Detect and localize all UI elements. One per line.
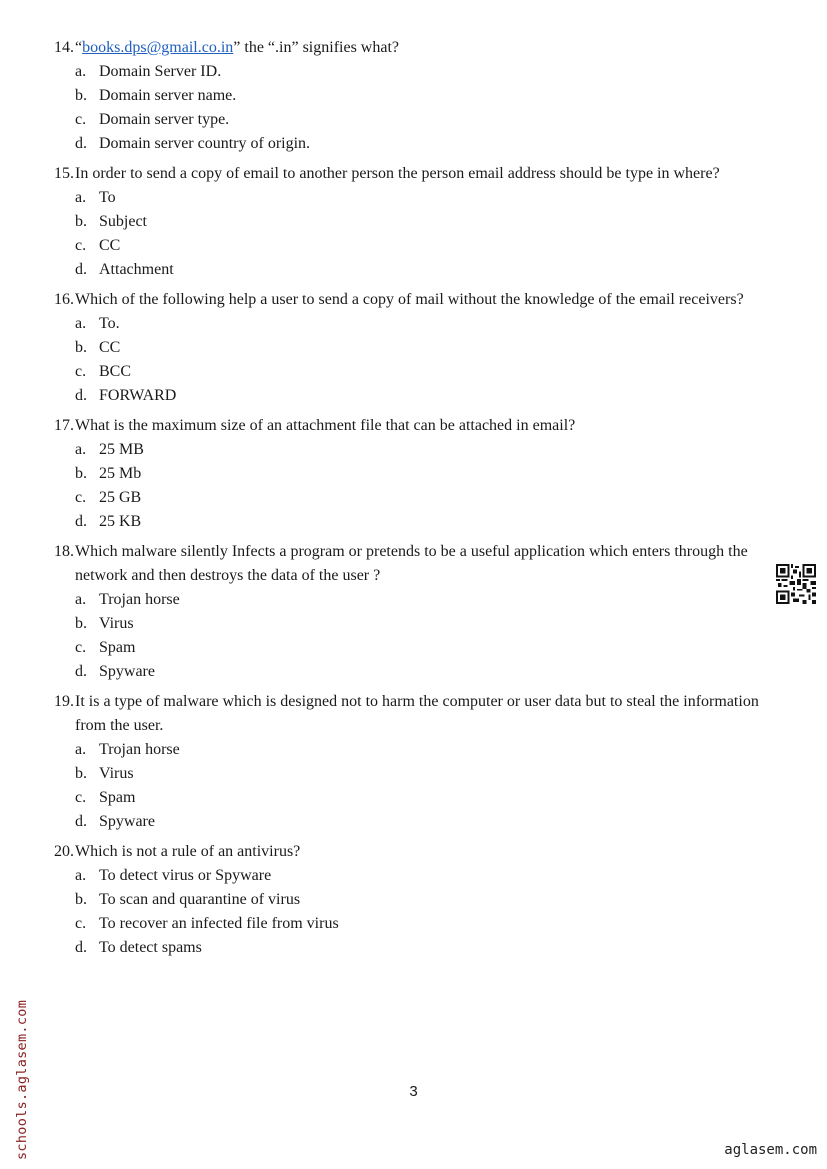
question-text: Which of the following help a user to send a copy of mail without the knowledge of the email receivers? (75, 291, 744, 308)
option-b (75, 336, 778, 360)
option-letter: d. (75, 261, 87, 278)
option-text: To. (99, 315, 120, 332)
option-d (75, 510, 778, 534)
option-text: Virus (99, 765, 134, 782)
option-a (75, 738, 778, 762)
option-text: Trojan horse (99, 591, 180, 608)
options-list (75, 588, 778, 684)
option-a (75, 60, 778, 84)
question-text-tail: ” the “.in” signifies what? (233, 39, 399, 56)
option-letter: d. (75, 813, 87, 830)
option-b (75, 612, 778, 636)
option-text: Domain server name. (99, 87, 237, 104)
question-number: 15. (54, 165, 74, 182)
question-number: 18. (54, 543, 74, 560)
question-text: Which malware silently Infects a program or pretends to be a useful application which enters through the network and then destroys the data of the user ? (75, 543, 748, 584)
option-letter: c. (75, 639, 87, 656)
option-text: To detect spams (99, 939, 202, 956)
option-letter: c. (75, 489, 87, 506)
page-number: 3 (409, 1083, 418, 1100)
option-letter: a. (75, 741, 87, 758)
open-quote: “ (75, 39, 83, 56)
options-list (75, 186, 778, 282)
option-letter: a. (75, 591, 87, 608)
options-list (75, 312, 778, 408)
option-a (75, 864, 778, 888)
option-text: To scan and quarantine of virus (99, 891, 301, 908)
option-d (75, 384, 778, 408)
option-c (75, 786, 778, 810)
option-c (75, 636, 778, 660)
option-c (75, 108, 778, 132)
option-a (75, 588, 778, 612)
option-b (75, 84, 778, 108)
option-letter: b. (75, 891, 87, 908)
option-b (75, 888, 778, 912)
option-letter: c. (75, 363, 87, 380)
option-a (75, 438, 778, 462)
option-b (75, 462, 778, 486)
option-letter: a. (75, 315, 87, 332)
question-19 (48, 690, 778, 834)
options-list (75, 438, 778, 534)
option-letter: d. (75, 387, 87, 404)
option-text: 25 KB (99, 513, 142, 530)
option-c (75, 234, 778, 258)
qr-code-icon (776, 564, 816, 604)
question-text: In order to send a copy of email to another person the person email address should be type in where? (75, 165, 720, 182)
option-letter: a. (75, 189, 87, 206)
question-number: 17. (54, 417, 74, 434)
option-a (75, 312, 778, 336)
question-text: Which is not a rule of an antivirus? (75, 843, 301, 860)
option-letter: b. (75, 615, 87, 632)
option-text: 25 MB (99, 441, 144, 458)
option-text: To detect virus or Spyware (99, 867, 272, 884)
option-letter: d. (75, 663, 87, 680)
option-letter: a. (75, 867, 87, 884)
option-text: Attachment (99, 261, 174, 278)
option-text: Virus (99, 615, 134, 632)
option-d (75, 660, 778, 684)
option-letter: c. (75, 111, 87, 128)
question-number: 14. (54, 39, 74, 56)
option-text: To (99, 189, 116, 206)
option-letter: b. (75, 465, 87, 482)
question-number: 20. (54, 843, 74, 860)
corner-watermark: aglasem.com (724, 1142, 817, 1158)
option-d (75, 936, 778, 960)
option-letter: c. (75, 237, 87, 254)
option-d (75, 258, 778, 282)
option-text: Spyware (99, 813, 155, 830)
option-c (75, 360, 778, 384)
option-b (75, 762, 778, 786)
option-letter: a. (75, 441, 87, 458)
option-text: Domain server country of origin. (99, 135, 311, 152)
question-text (75, 36, 778, 60)
option-text: BCC (99, 363, 132, 380)
question-18 (48, 540, 778, 684)
option-letter: b. (75, 87, 87, 104)
option-letter: b. (75, 339, 87, 356)
email-link[interactable]: books.dps@gmail.co.in (82, 39, 234, 56)
option-letter: a. (75, 63, 87, 80)
option-c (75, 486, 778, 510)
option-letter: d. (75, 513, 87, 530)
option-letter: d. (75, 135, 87, 152)
question-15 (48, 162, 778, 282)
question-list (48, 36, 778, 966)
option-letter: b. (75, 765, 87, 782)
options-list (75, 864, 778, 960)
option-letter: c. (75, 915, 87, 932)
option-text: Spam (99, 639, 136, 656)
option-text: Subject (99, 213, 147, 230)
option-text: CC (99, 339, 121, 356)
question-16 (48, 288, 778, 408)
question-number: 19. (54, 693, 74, 710)
side-watermark: schools.aglasem.com (14, 999, 30, 1160)
question-17 (48, 414, 778, 534)
question-20 (48, 840, 778, 960)
option-c (75, 912, 778, 936)
options-list (75, 60, 778, 156)
option-letter: c. (75, 789, 87, 806)
option-text: CC (99, 237, 121, 254)
question-text: What is the maximum size of an attachment file that can be attached in email? (75, 417, 576, 434)
question-14 (48, 36, 778, 156)
options-list (75, 738, 778, 834)
option-text: Trojan horse (99, 741, 180, 758)
option-d (75, 132, 778, 156)
option-a (75, 186, 778, 210)
option-text: Spam (99, 789, 136, 806)
option-text: To recover an infected file from virus (99, 915, 339, 932)
option-letter: b. (75, 213, 87, 230)
option-b (75, 210, 778, 234)
option-letter: d. (75, 939, 87, 956)
question-text: It is a type of malware which is designed not to harm the computer or user data but to steal the information from the user. (75, 693, 759, 734)
option-text: Domain Server ID. (99, 63, 222, 80)
option-text: 25 Mb (99, 465, 142, 482)
question-number: 16. (54, 291, 74, 308)
option-text: Spyware (99, 663, 155, 680)
option-text: Domain server type. (99, 111, 230, 128)
option-d (75, 810, 778, 834)
option-text: FORWARD (99, 387, 177, 404)
option-text: 25 GB (99, 489, 142, 506)
